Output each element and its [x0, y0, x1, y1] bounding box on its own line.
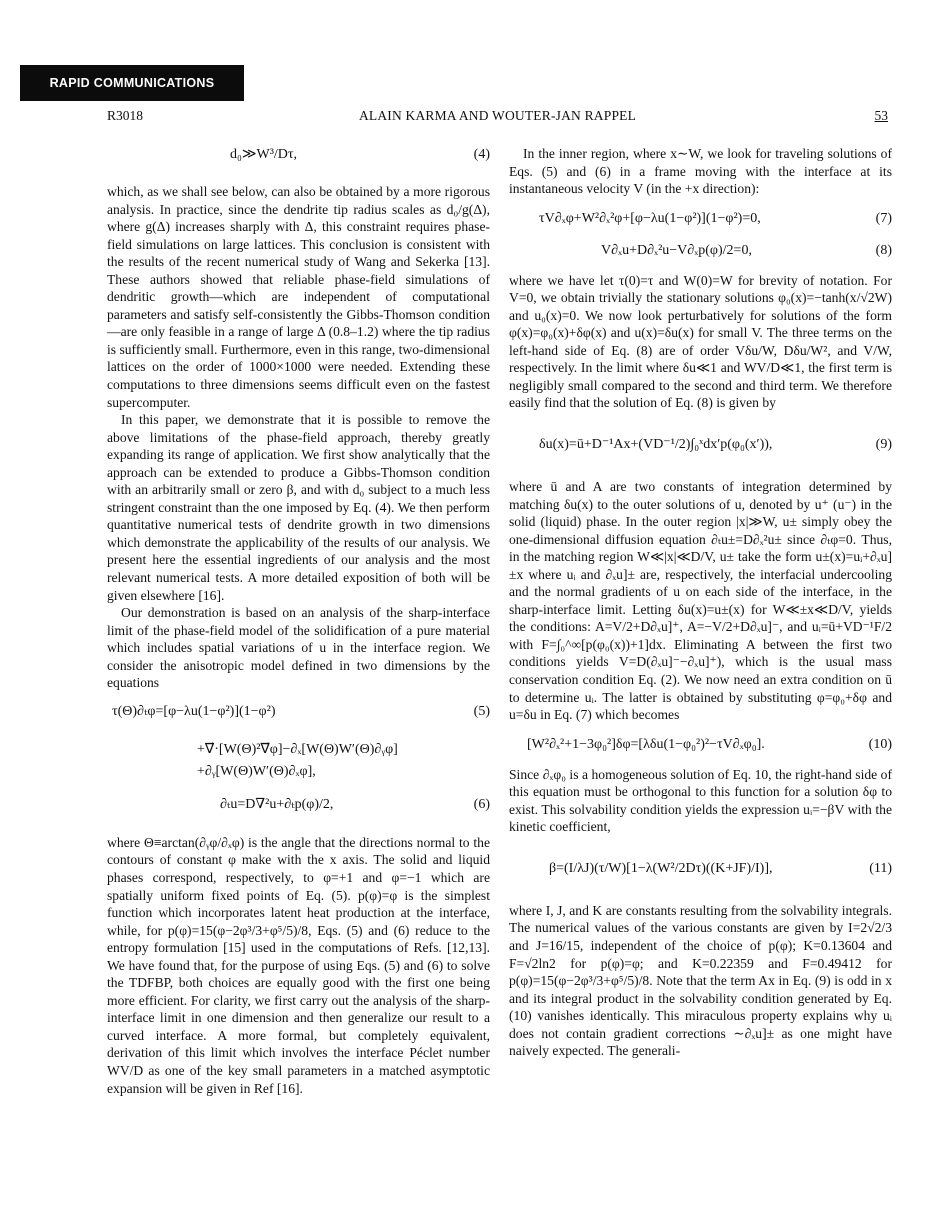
equation-11-body: β=(I/λJ)(τ/W)[1−λ(W²/2Dτ)((K+JF)/I)], [549, 861, 773, 877]
equation-6 [107, 794, 490, 816]
equation-4 [107, 145, 490, 165]
equation-7 [509, 208, 892, 230]
equation-5-line-2: +∇⃗·[W(Θ)²∇⃗φ]−∂ₓ[W(Θ)W′(Θ)∂ᵧφ] [197, 742, 398, 758]
left-column [107, 145, 490, 1097]
equation-10-number: (10) [868, 736, 892, 752]
equation-4-body: d₀≫W³/Dτ, [229, 147, 298, 163]
running-header [107, 108, 888, 128]
equation-5-continued [107, 740, 490, 760]
equation-8 [509, 240, 892, 262]
equation-7-number: (7) [875, 210, 892, 226]
equation-5-continued [107, 760, 490, 784]
paragraph: where we have let τ(0)=τ and W(0)=W for brevity of notation. For V=0, we obtain trivially the stationary solutions φ₀(x)=−tanh(x/√2W) and u₀(x)=0. We now look perturbatively for solutions of the form φ(x)=φ₀(x)+δφ(x) and u(x)=δu(x) for small V. The three terms on the left-hand side of Eq. (8) are of order Vδu/W, Dδu/W², and V/W, respectively. In the limit where δu≪1 and WV/D≪1, the first term is negligibly small compared to the second and third term. We therefore easily find that the solution of Eq. (8) is given by [509, 272, 892, 411]
equation-9 [509, 430, 892, 460]
equation-6-body: ∂ₜu=D∇²u+∂ₜp(φ)/2, [220, 797, 334, 813]
equation-6-number: (6) [473, 797, 490, 813]
paragraph: Our demonstration is based on an analysis of the sharp-interface limit of the phase-field model of the solidification of a pure material which includes spatial variations of u in the interface region. We consider the anisotropic model defined in two dimensions by the equations [107, 605, 490, 691]
equation-5-line-1: τ(Θ)∂ₜφ=[φ−λu(1−φ²)](1−φ²) [112, 704, 276, 720]
page-id: R3018 [107, 108, 144, 123]
paragraph: where Θ≡arctan(∂ᵧφ/∂ₓφ) is the angle that the directions normal to the contours of constant φ make with the x axis. The solid and liquid phases correspond, respectively, to φ=+1 and φ=−1 which are spatially uniform fixed points of Eq. (5). p(φ)=φ is the simplest function which incorporates latent heat production at the interface, while, for p(φ)=15(φ−2φ³/3+φ⁵/5)/8, Eqs. (5) and (6) reduce to the entropy formulation [15] used in the computations of Refs. [12,13]. We have found that, for the purpose of using Eqs. (5) and (6) to solve the TDFBP, both choices are equally good with the first one being more efficient. For clarity, we first carry out the analysis of the sharp-interface limit in one dimension and then generalize our result to a curved interface. A more formal, but completely equivalent, derivation of this limit which involves the interface Péclet number WV/D as one of the key small parameters in a matched asymptotic expansion will be given in Ref [16]. [107, 834, 490, 1096]
authors-header: ALAIN KARMA AND WOUTER-JAN RAPPEL [358, 108, 637, 123]
right-column [509, 145, 892, 1060]
volume-number: 53 [874, 108, 888, 123]
paragraph: In the inner region, where x∼W, we look for traveling solutions of Eqs. (5) and (6) in a frame moving with the interface at its instantaneous velocity V (in the +x direction): [509, 146, 892, 197]
rapid-communications-banner: RAPID COMMUNICATIONS [20, 65, 244, 101]
equation-11-number: (11) [869, 861, 892, 877]
equation-9-body: δu(x)=ū+D⁻¹Ax+(VD⁻¹/2)∫₀ˣdx′p(φ₀(x′)), [539, 437, 773, 453]
equation-10 [509, 734, 892, 756]
equation-5-line-3: +∂ᵧ[W(Θ)W′(Θ)∂ₓφ], [197, 764, 316, 780]
equation-8-number: (8) [875, 242, 892, 258]
paragraph: which, as we shall see below, can also be obtained by a more rigorous analysis. In practice, since the dendrite tip radius scales as d₀/g(Δ), where g(Δ) increases sharply with Δ, this constraint requires phase-field simulations on large lattices. This conclusion is consistent with the results of the recent numerical study of Wang and Sekerka [13]. These authors showed that reliable phase-field simulations of dendritic growth—which are independent of computational parameters and satisfy self-consistently the Gibbs-Thomson condition—are only feasible in a range of large Δ (0.8–1.2) where the tip radius is sufficiently small. Furthermore, even in this range, two-dimensional lattices on the order of 1000×1000 were needed. Extending these computations to three dimensions seems difficult even on the fastest supercomputer. [107, 184, 490, 410]
equation-5-number: (5) [473, 704, 490, 720]
equation-10-body: [W²∂ₓ²+1−3φ₀²]δφ=[λδu(1−φ₀²)²−τV∂ₓφ₀]. [527, 736, 765, 752]
equation-4-number: (4) [473, 147, 490, 163]
equation-7-body: τV∂ₓφ+W²∂ₓ²φ+[φ−λu(1−φ²)](1−φ²)=0, [539, 210, 761, 226]
equation-5 [107, 702, 490, 722]
paragraph: where ū and A are two constants of integration determined by matching δu(x) to the outer solutions of u, denoted by u⁺ (u⁻) in the solid (liquid) phase. In the outer region |x|≫W, u± simply obey the one-dimensional diffusion equation ∂ₜu±=D∂ₓ²u± since ∂ₜφ=0. Thus, in the matching region W≪|x|≪D/V, u± take the form u±(x)=uᵢ+∂ₓu]±x where uᵢ and ∂ₓu]± are, respectively, the interfacial undercooling and the normal gradients of u on each side of the interface, in the sharp-interface limit. Letting δu(x)=u±(x) for W≪±x≪D/V, yields the conditions: A=V/2+D∂ₓu]⁺, A=−V/2+D∂ₓu]⁻, and uᵢ=ū+VD⁻¹F/2 with F=∫₀^∞[p(φ₀(x))+1]dx. Eliminating A between the first two conditions yields V=D(∂ₓu]⁻−∂ₓu]⁺), which is the usual mass conservation condition Eq. (2). We now need an extra condition on ū to determine uᵢ. The latter is obtained by substituting φ=φ₀+δφ and u=δu in Eq. (7) which becomes [509, 479, 892, 723]
equation-8-body: V∂ₓu+D∂ₓ²u−V∂ₓp(φ)/2=0, [601, 242, 752, 258]
paragraph: Since ∂ₓφ₀ is a homogeneous solution of Eq. 10, the right-hand side of this equation must be orthogonal to this function for a solution δφ to exist. This solvability condition yields the expression uᵢ=−βV with the kinetic coefficient, [509, 766, 892, 835]
paragraph: In this paper, we demonstrate that it is possible to remove the above limitations of the phase-field approach, thereby greatly expanding its range of application. We first show analytically that the approach can be extended to produce a Gibbs-Thomson condition with an arbitrarily small or zero β, and with d₀ subject to a much less stringent constraint than the one imposed by Eq. (4). We then perform quantitative numerical tests of dendrite growth in two dimensions which demonstrate the applicability of the results of our analysis. We present here the essential ingredients of our analysis and the most relevant numerical tests. A more detailed exposition of both will be given elsewhere [16]. [107, 412, 490, 603]
equation-9-number: (9) [875, 437, 892, 453]
paragraph: where I, J, and K are constants resulting from the solvability integrals. The numerical values of the various constants are given by I=2√2/3 and J=16/15, independent of the choice of p(φ); K=0.13604 and F=√2ln2 for p(φ)=φ; and K=0.22359 and F=0.49412 for p(φ)=15(φ−2φ³/3+φ⁵/5)/8. Note that the term Ax in Eq. (9) is odd in x and its integral product in the solvability condition generated by Eq. (10) vanishes identically. This miraculous property explains why uᵢ does not contain gradient corrections ∼∂ₓu]± as one might have naively expected. The generali- [509, 902, 892, 1059]
equation-11 [509, 854, 892, 884]
